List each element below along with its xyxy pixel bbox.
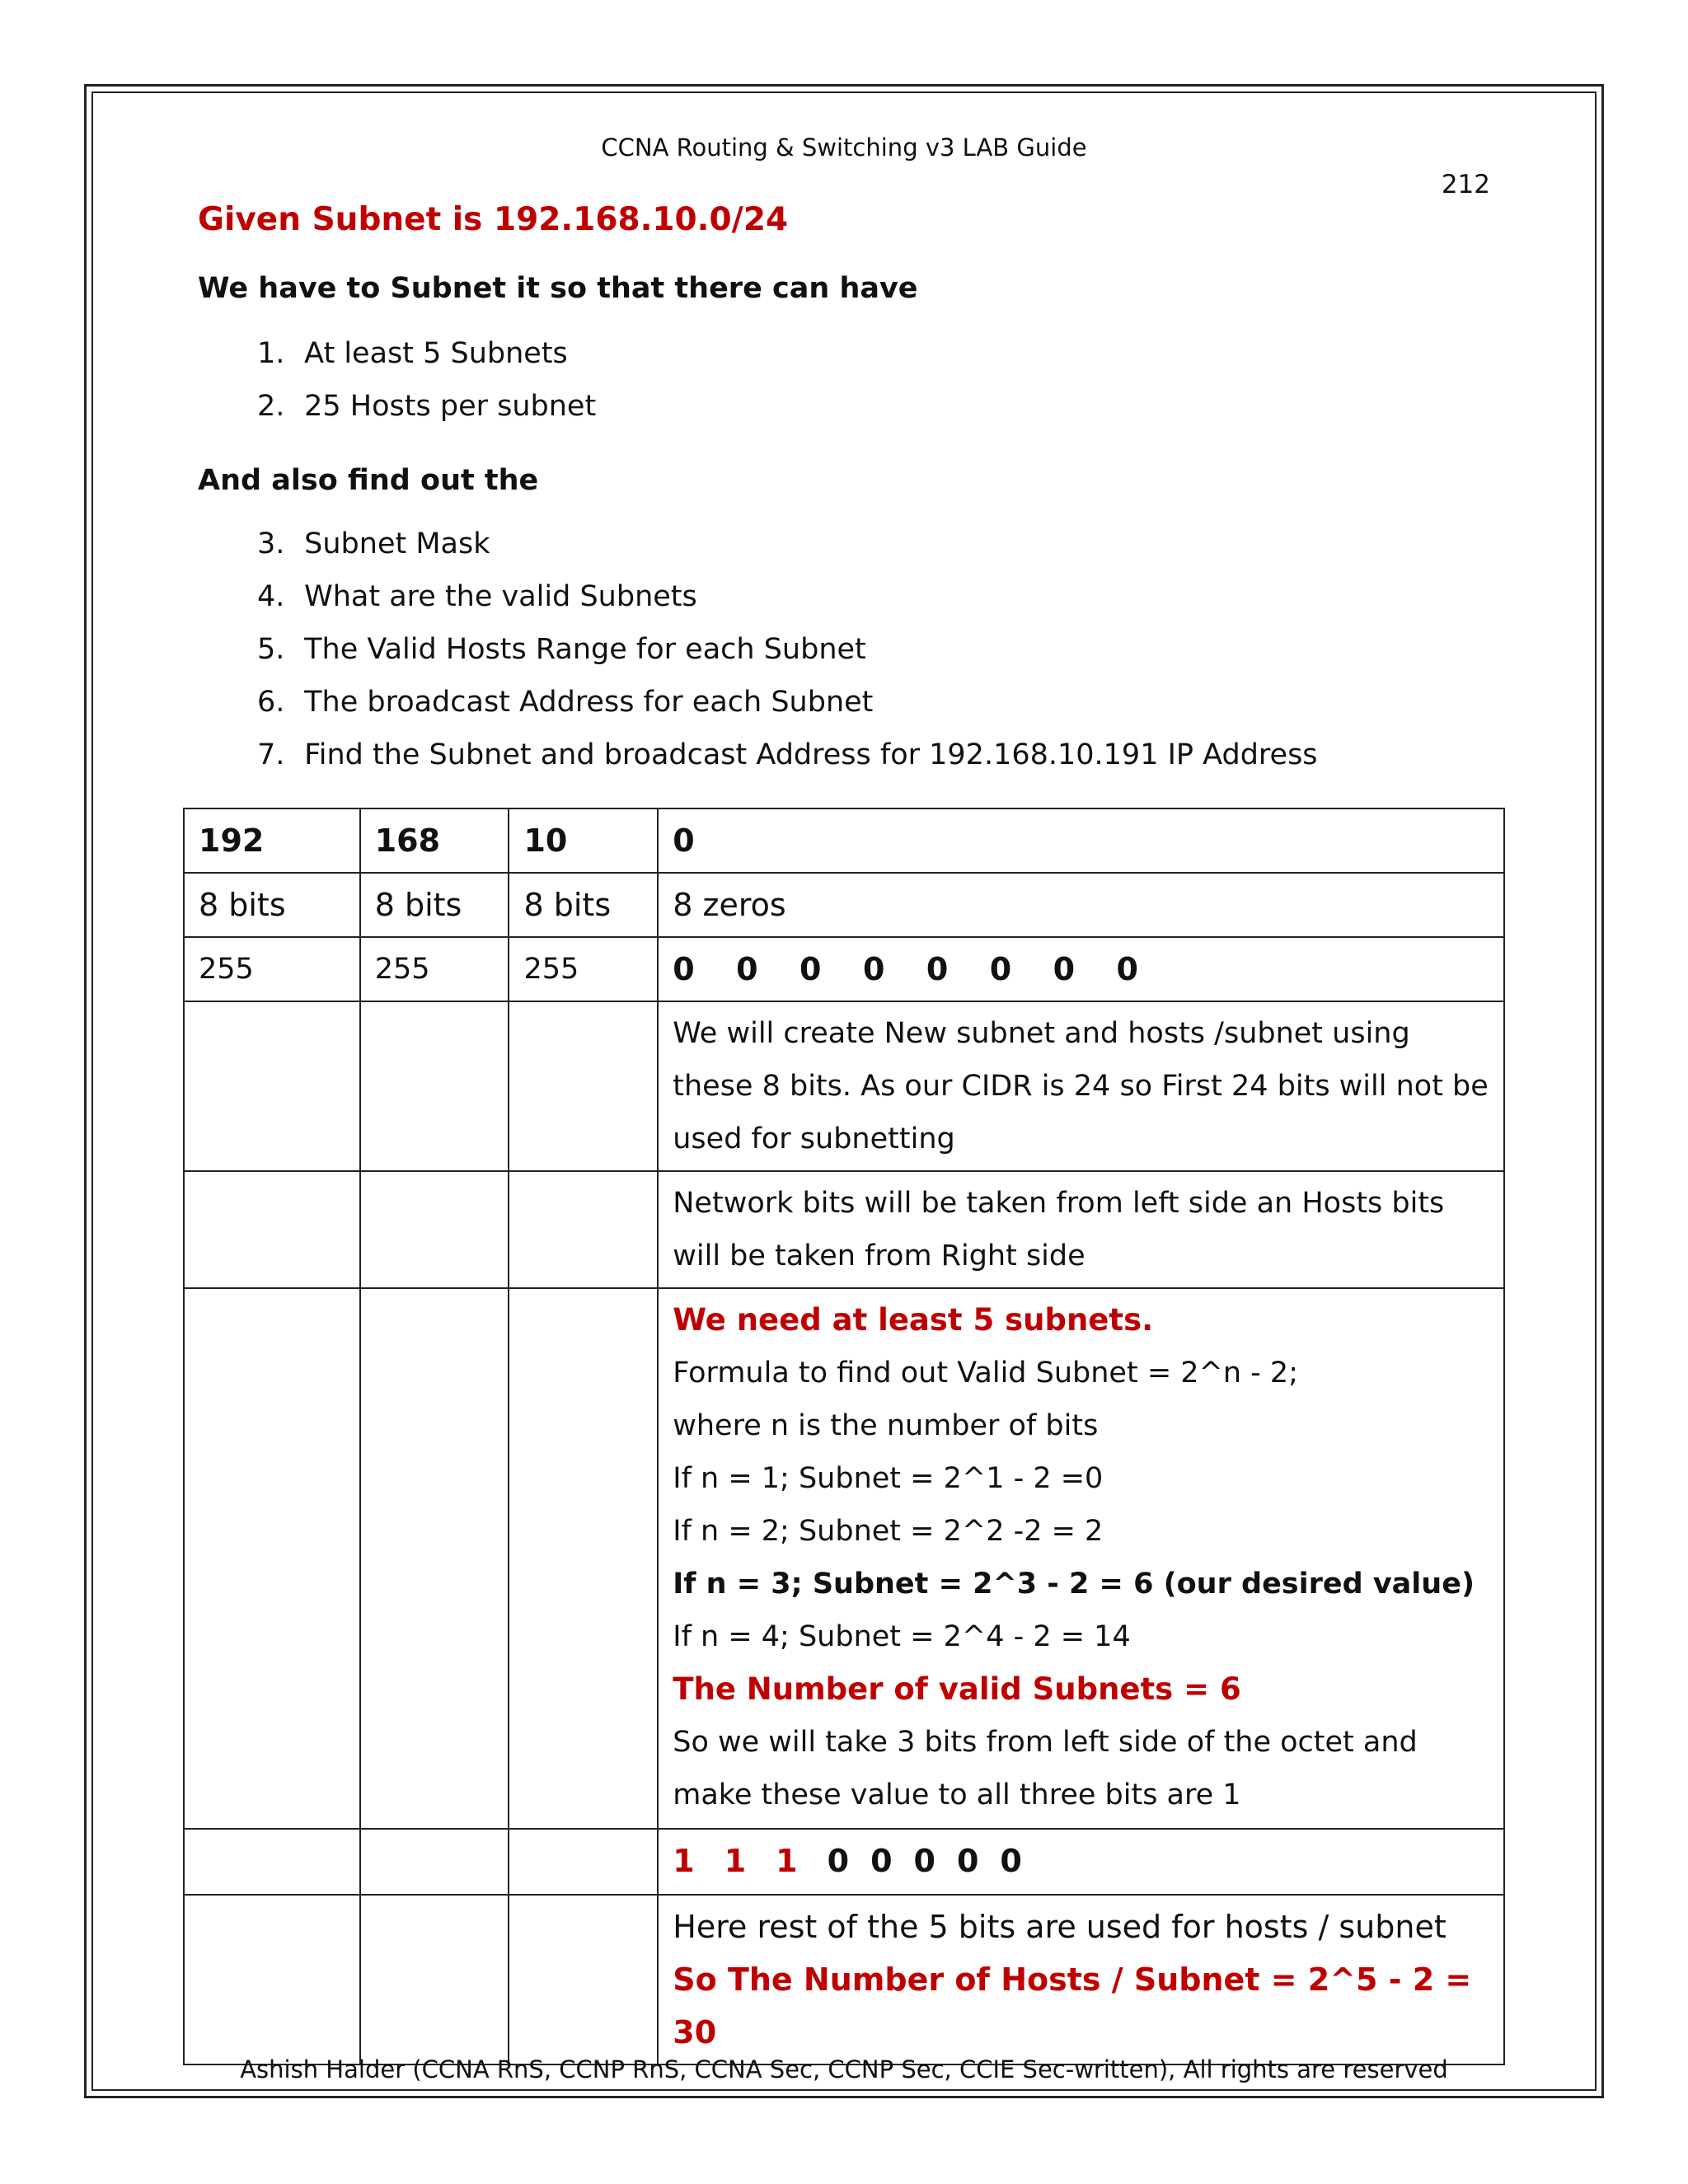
table-cell: 0 0 0 0 0 0 0 0 [658,937,1504,1001]
table-cell: We will create New subnet and hosts /subnet using these 8 bits. As our CIDR is 24 so First 24 bits will not be used for subnetting [658,1001,1504,1171]
table-cell: 8 bits [509,873,658,937]
mask-bit: 1 [776,1843,798,1879]
mask-bit: 0 [827,1843,850,1879]
table-cell [509,1829,658,1895]
table-cell [658,1895,1504,2064]
table-row [184,937,1504,1001]
table-row [184,808,1504,873]
table-cell: 168 [360,808,509,873]
table-cell: 8 bits [184,873,360,937]
table-cell [658,1829,1504,1895]
table-cell: 255 [509,937,658,1001]
table-cell [509,1895,658,2064]
table-row [184,1895,1504,2064]
table-cell [658,1288,1504,1829]
table-cell: 8 bits [360,873,509,937]
table-cell: 255 [184,937,360,1001]
table-row [184,873,1504,937]
mask-bit: 1 [724,1843,747,1879]
hosts-text: Here rest of the 5 bits are used for hosts / subnet [673,1909,1447,1945]
table-row [184,1288,1504,1829]
table-cell [360,1288,509,1829]
table-cell [184,1288,360,1829]
subnet-table [183,808,1505,2065]
list-item: 2. 25 Hosts per subnet [257,390,597,423]
table-cell: 8 zeros [658,873,1504,937]
formula-where: where n is the number of bits [673,1409,1099,1442]
table-cell [509,1288,658,1829]
table-row [184,1001,1504,1171]
list-item: 1. At least 5 Subnets [257,337,568,370]
mask-bit: 0 [956,1843,979,1879]
table-row [184,1829,1504,1895]
table-cell [184,1171,360,1288]
case-n4: If n = 4; Subnet = 2^4 - 2 = 14 [673,1620,1131,1653]
list-item: 6. The broadcast Address for each Subnet [257,686,874,719]
table-cell: 192 [184,808,360,873]
hosts-result: So The Number of Hosts / Subnet = 2^5 - 2 = 30 [673,1961,1472,2050]
mask-bit: 0 [1000,1843,1022,1879]
intro-heading: We have to Subnet it so that there can have [198,272,918,305]
table-cell [184,1895,360,2064]
explain-text: So we will take 3 bits from left side of the octet and make these value to all three bits are 1 [673,1726,1418,1811]
case-n1: If n = 1; Subnet = 2^1 - 2 =0 [673,1462,1104,1495]
tasks-list [257,524,1318,788]
mask-bit: 0 [870,1843,893,1879]
table-cell: 10 [509,808,658,873]
table-cell [360,1001,509,1171]
list-item: 3. Subnet Mask [257,527,490,560]
table-cell: 255 [360,937,509,1001]
table-cell [184,1001,360,1171]
table-cell: Network bits will be taken from left side an Hosts bits will be taken from Right side [658,1171,1504,1288]
table-cell [360,1171,509,1288]
formula-line: Formula to find out Valid Subnet = 2^n - 2; [673,1357,1298,1390]
page-footer: Ashish Halder (CCNA RnS, CCNP RnS, CCNA Sec, CCNP Sec, CCIE Sec-written), All rights are reserved [240,2055,1448,2083]
case-n2: If n = 2; Subnet = 2^2 -2 = 2 [673,1515,1104,1548]
table-cell [509,1171,658,1288]
page-header: CCNA Routing & Switching v3 LAB Guide [601,134,1087,162]
table-cell [360,1895,509,2064]
page-number: 212 [1441,170,1490,199]
table-cell [184,1829,360,1895]
table-cell [509,1001,658,1171]
list-item: 7. Find the Subnet and broadcast Address for 192.168.10.191 IP Address [257,738,1318,771]
page-title: Given Subnet is 192.168.10.0/24 [198,201,789,238]
subnets-heading: We need at least 5 subnets. [673,1302,1154,1338]
requirements-list [257,334,596,439]
case-n3: If n = 3; Subnet = 2^3 - 2 = 6 (our desired value) [673,1568,1475,1601]
table-cell [360,1829,509,1895]
mask-bit: 0 [913,1843,935,1879]
valid-subnets-result: The Number of valid Subnets = 6 [673,1671,1241,1707]
mask-bit: 1 [673,1843,695,1879]
list-item: 5. The Valid Hosts Range for each Subnet [257,633,866,666]
also-heading: And also find out the [198,464,539,497]
table-row [184,1171,1504,1288]
list-item: 4. What are the valid Subnets [257,580,697,613]
table-cell: 0 [658,808,1504,873]
